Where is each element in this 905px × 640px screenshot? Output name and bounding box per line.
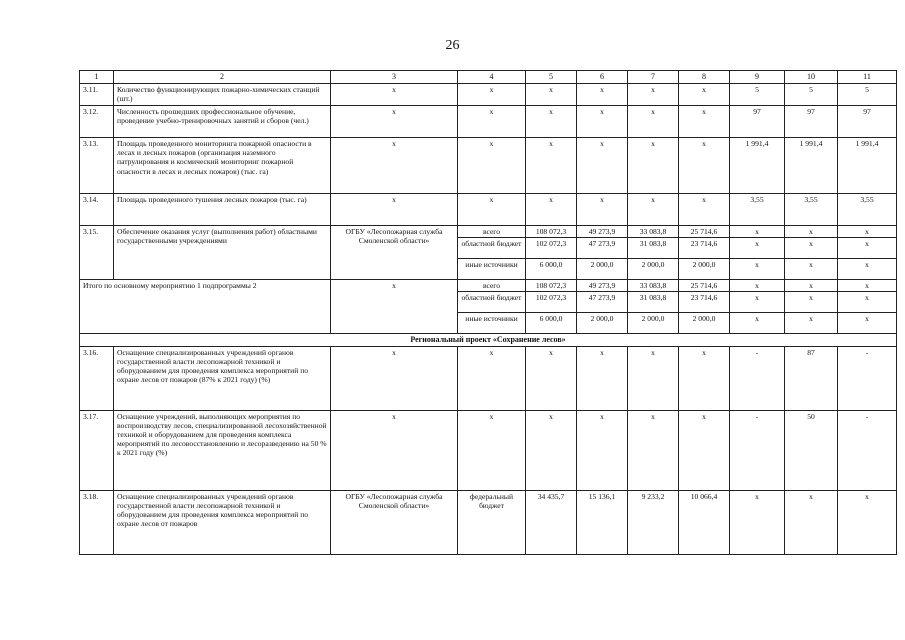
cell: 97	[730, 106, 785, 138]
header-cell: 8	[679, 71, 730, 84]
cell: х	[458, 346, 526, 410]
cell: 15 136,1	[577, 490, 628, 554]
row-name: Оснащение специализированных учреждений органов государственной власти лесопожарной техникой и оборудованием для проведения комплекса мероприятий по охране лесов от пожаров	[114, 490, 331, 554]
cell: х	[331, 138, 458, 194]
total-row	[80, 280, 897, 292]
cell: 33 083,8	[628, 226, 679, 238]
cell: х	[679, 410, 730, 490]
cell: х	[838, 259, 897, 280]
page-number: 26	[445, 38, 460, 53]
cell: х	[331, 410, 458, 490]
cell: х	[331, 84, 458, 106]
cell: 5	[838, 84, 897, 106]
cell: 2 000,0	[628, 259, 679, 280]
cell: х	[628, 410, 679, 490]
cell: х	[730, 238, 785, 259]
row-number: 3.13.	[80, 138, 114, 194]
row-name: Обеспечение оказания услуг (выполнения работ) областными государственными учреждениями	[114, 226, 331, 280]
row-number: 3.17.	[80, 410, 114, 490]
cell: 102 072,3	[526, 238, 577, 259]
cell: х	[628, 106, 679, 138]
cell: 23 714,6	[679, 292, 730, 313]
funding-source: иные источники	[458, 259, 526, 280]
cell: х	[628, 84, 679, 106]
executor: ОГБУ «Лесопожарная служба Смоленской области»	[331, 226, 458, 280]
row-number: 3.18.	[80, 490, 114, 554]
cell: 3,55	[838, 194, 897, 226]
cell: х	[730, 313, 785, 334]
cell: х	[577, 84, 628, 106]
cell: х	[730, 226, 785, 238]
header-cell: 7	[628, 71, 679, 84]
row-number: 3.11.	[80, 84, 114, 106]
cell: х	[838, 238, 897, 259]
section-row	[80, 334, 897, 346]
row-number: 3.14.	[80, 194, 114, 226]
header-cell: 1	[80, 71, 114, 84]
cell: 5	[730, 84, 785, 106]
cell: 1 991,4	[785, 138, 838, 194]
cell: 6 000,0	[526, 313, 577, 334]
cell: х	[577, 346, 628, 410]
row-name: Площадь проведенного тушения лесных пожаров (тыс. га)	[114, 194, 331, 226]
row-name: Площадь проведенного мониторинга пожарной опасности в лесах и лесных пожаров (организация наземного патрулирования и космический мониторинг пожарной опасности в лесах и лесных пожаров) (тыс. га)	[114, 138, 331, 194]
cell: х	[838, 226, 897, 238]
cell: 34 435,7	[526, 490, 577, 554]
cell: х	[526, 346, 577, 410]
cell: х	[785, 259, 838, 280]
header-cell: 10	[785, 71, 838, 84]
cell: 2 000,0	[679, 313, 730, 334]
cell: х	[458, 194, 526, 226]
cell: х	[526, 410, 577, 490]
cell: х	[838, 292, 897, 313]
cell: 1 991,4	[730, 138, 785, 194]
cell: х	[577, 138, 628, 194]
cell: 97	[838, 106, 897, 138]
table-row	[80, 410, 897, 490]
cell: х	[628, 138, 679, 194]
cell: х	[785, 292, 838, 313]
cell: 2 000,0	[679, 259, 730, 280]
cell: х	[679, 194, 730, 226]
row-number: 3.15.	[80, 226, 114, 280]
cell: х	[331, 106, 458, 138]
cell: х	[785, 490, 838, 554]
cell: х	[785, 313, 838, 334]
cell: 31 083,8	[628, 238, 679, 259]
funding-source: иные источники	[458, 313, 526, 334]
cell: х	[331, 194, 458, 226]
table-row	[80, 490, 897, 554]
table-row	[80, 138, 897, 194]
executor: ОГБУ «Лесопожарная служба Смоленской области»	[331, 490, 458, 554]
table-row	[80, 226, 897, 238]
table-row	[80, 346, 897, 410]
cell: 33 083,8	[628, 280, 679, 292]
cell: х	[679, 106, 730, 138]
cell: х	[838, 280, 897, 292]
cell: -	[838, 410, 897, 490]
cell: х	[679, 84, 730, 106]
row-number: 3.12.	[80, 106, 114, 138]
cell: х	[785, 238, 838, 259]
row-name: Численность прошедших профессиональное обучение, проведение учебно-тренировочных занятий и сборов (чел.)	[114, 106, 331, 138]
header-cell: 11	[838, 71, 897, 84]
cell: х	[526, 84, 577, 106]
header-row	[80, 71, 897, 84]
cell: х	[458, 410, 526, 490]
cell: х	[730, 259, 785, 280]
header-cell: 9	[730, 71, 785, 84]
cell: 47 273,9	[577, 238, 628, 259]
header-cell: 3	[331, 71, 458, 84]
cell: 97	[785, 106, 838, 138]
header-cell: 6	[577, 71, 628, 84]
cell: х	[838, 313, 897, 334]
row-name: Оснащение учреждений, выполняющих мероприятия по воспроизводству лесов, специализированной лесохозяйственной техникой и оборудованием для проведения комплекса мероприятий по лесовосстановлению и лесоразведению на 50 % к 2021 году (%)	[114, 410, 331, 490]
cell: х	[785, 280, 838, 292]
cell: х	[331, 346, 458, 410]
cell: х	[526, 194, 577, 226]
funding-source: всего	[458, 280, 526, 292]
cell: 31 083,8	[628, 292, 679, 313]
cell: 47 273,9	[577, 292, 628, 313]
cell: х	[679, 346, 730, 410]
row-name: Оснащение специализированных учреждений органов государственной власти лесопожарной техникой и оборудованием для проведения комплекса мероприятий по охране лесов от пожаров (87% к 2021 году) (%)	[114, 346, 331, 410]
cell: 3,55	[730, 194, 785, 226]
cell: х	[730, 292, 785, 313]
cell: 102 072,3	[526, 292, 577, 313]
cell: х	[628, 194, 679, 226]
funding-source: областной бюджет	[458, 238, 526, 259]
cell: х	[730, 280, 785, 292]
cell: 49 273,9	[577, 280, 628, 292]
cell: 108 072,3	[526, 280, 577, 292]
cell: х	[577, 410, 628, 490]
cell: 50	[785, 410, 838, 490]
funding-source: всего	[458, 226, 526, 238]
cell: 5	[785, 84, 838, 106]
table-row	[80, 194, 897, 226]
row-name: Количество функционирующих пожарно-химических станций (шт.)	[114, 84, 331, 106]
header-cell: 2	[114, 71, 331, 84]
cell: 3,55	[785, 194, 838, 226]
cell: х	[458, 138, 526, 194]
cell: 23 714,6	[679, 238, 730, 259]
cell: 25 714,6	[679, 226, 730, 238]
cell: 9 233,2	[628, 490, 679, 554]
cell: х	[458, 106, 526, 138]
header-cell: 5	[526, 71, 577, 84]
cell: 49 273,9	[577, 226, 628, 238]
table-row	[80, 84, 897, 106]
row-number: 3.16.	[80, 346, 114, 410]
cell: х	[785, 226, 838, 238]
cell: 25 714,6	[679, 280, 730, 292]
cell: х	[730, 490, 785, 554]
cell: 87	[785, 346, 838, 410]
cell: -	[730, 410, 785, 490]
total-label: Итого по основному мероприятию 1 подпрограммы 2	[80, 280, 331, 334]
cell: х	[577, 106, 628, 138]
cell: -	[730, 346, 785, 410]
cell: 2 000,0	[577, 259, 628, 280]
cell: х	[526, 138, 577, 194]
program-table	[79, 70, 897, 555]
funding-source: федеральный бюджет	[458, 490, 526, 554]
cell: -	[838, 346, 897, 410]
cell: х	[679, 138, 730, 194]
header-cell: 4	[458, 71, 526, 84]
table-row	[80, 106, 897, 138]
funding-source: областной бюджет	[458, 292, 526, 313]
cell: 2 000,0	[628, 313, 679, 334]
cell: 10 066,4	[679, 490, 730, 554]
cell: х	[577, 194, 628, 226]
cell: х	[331, 280, 458, 334]
cell: 6 000,0	[526, 259, 577, 280]
cell: 2 000,0	[577, 313, 628, 334]
section-title: Региональный проект «Сохранение лесов»	[80, 334, 897, 346]
cell: 1 991,4	[838, 138, 897, 194]
cell: х	[628, 346, 679, 410]
cell: 108 072,3	[526, 226, 577, 238]
cell: х	[526, 106, 577, 138]
cell: х	[838, 490, 897, 554]
cell: х	[458, 84, 526, 106]
